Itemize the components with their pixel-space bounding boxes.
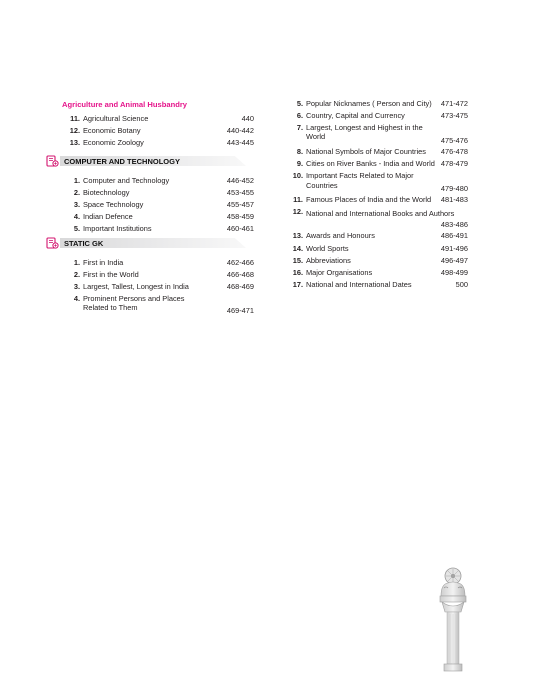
entry-title: Economic Zoology [83, 138, 144, 148]
toc-entry[interactable] [285, 171, 468, 195]
entry-title: Economic Botany [83, 126, 141, 136]
toc-entry[interactable] [62, 126, 254, 138]
entry-pages: 460-461 [226, 224, 254, 234]
toc-entry[interactable] [62, 270, 254, 282]
entry-number: 5. [73, 224, 80, 234]
entry-number: 11. [70, 114, 80, 123]
entry-title: Famous Places of India and the World [306, 195, 432, 205]
toc-entry[interactable] [62, 294, 254, 317]
entry-pages: 496-497 [440, 255, 468, 265]
toc-entry[interactable] [62, 114, 254, 126]
entry-title: Biotechnology [83, 188, 130, 198]
entry-pages: 453-455 [226, 188, 254, 198]
entry-pages: 478-479 [440, 159, 468, 169]
entry-title: Indian Defence [83, 212, 133, 222]
entry-number: 11. [293, 195, 303, 205]
entry-number: 6. [296, 111, 303, 121]
entry-title: Important Facts Related to Major Countries [306, 171, 414, 190]
section-title: STATIC GK [64, 239, 104, 248]
entry-number: 15. [292, 255, 303, 265]
entry-title: Important Institutions [83, 224, 152, 234]
entry-pages: 446-452 [226, 176, 254, 185]
agriculture-heading: Agriculture and Animal Husbandry [62, 100, 188, 109]
entry-title: Agricultural Science [83, 114, 149, 123]
toc-entry[interactable] [285, 207, 468, 231]
toc-entry[interactable] [62, 212, 254, 224]
toc-entry[interactable] [285, 195, 468, 207]
entry-number: 14. [292, 243, 303, 253]
toc-entry[interactable] [62, 282, 254, 294]
entry-pages: 483-486 [440, 220, 468, 230]
toc-entry[interactable] [285, 123, 468, 147]
entry-pages: 440 [241, 114, 254, 123]
entry-number: 13. [69, 138, 80, 148]
book-pen-icon [46, 154, 59, 167]
entry-pages: 471-472 [440, 99, 468, 108]
entry-pages: 486-491 [440, 231, 468, 241]
entry-title: Largest, Longest and Highest in the World [306, 123, 423, 142]
entry-pages: 455-457 [226, 200, 254, 210]
entry-pages: 469-471 [226, 306, 254, 316]
entry-pages: 473-475 [440, 111, 468, 121]
section-title: COMPUTER AND TECHNOLOGY [64, 157, 180, 166]
entry-title: Abbreviations [306, 255, 351, 265]
entry-title: Country, Capital and Currency [306, 111, 405, 121]
entry-title: Largest, Tallest, Longest in India [83, 282, 189, 292]
toc-entry[interactable] [62, 200, 254, 212]
entry-pages: 462-466 [226, 258, 254, 267]
entry-title: National Symbols of Major Countries [306, 147, 426, 157]
entry-number: 9. [296, 159, 303, 169]
entry-number: 8. [296, 147, 303, 157]
entry-number: 2. [73, 270, 80, 280]
entry-title: Cities on River Banks - India and World [306, 159, 435, 169]
entry-number: 3. [73, 200, 80, 210]
toc-entry[interactable] [62, 188, 254, 200]
section-header[interactable] [54, 237, 254, 250]
entry-title: First in the World [83, 270, 139, 280]
entry-pages: 475-476 [440, 135, 468, 145]
toc-right-column [285, 99, 468, 292]
entry-title: World Sports [306, 243, 349, 253]
entry-number: 12. [292, 207, 303, 217]
entry-number: 10. [292, 171, 303, 181]
entry-title: Computer and Technology [83, 176, 170, 185]
book-pen-icon [46, 236, 59, 249]
entry-title: Major Organisations [306, 267, 373, 277]
toc-entry[interactable] [285, 244, 468, 256]
entry-pages: 500 [455, 279, 468, 289]
entry-number: 1. [73, 258, 80, 267]
entry-number: 2. [73, 188, 80, 198]
entry-title: Prominent Persons and Places Related to Them [83, 294, 185, 313]
entry-title: National and International Books and Authors [306, 209, 455, 219]
entry-pages: 491-496 [440, 243, 468, 253]
entry-number: 3. [73, 282, 80, 292]
toc-entry[interactable] [285, 147, 468, 159]
entry-number: 5. [296, 99, 303, 108]
entry-number: 13. [292, 231, 303, 241]
toc-entry[interactable] [285, 159, 468, 171]
toc-entry[interactable] [62, 138, 254, 150]
entry-pages: 443-445 [226, 138, 254, 148]
entry-number: 1. [73, 176, 80, 185]
agriculture-list [62, 114, 254, 150]
entry-number: 17. [292, 279, 303, 289]
entry-pages: 481-483 [440, 195, 468, 205]
toc-entry[interactable] [285, 99, 468, 111]
toc-entry[interactable] [62, 176, 254, 188]
entry-title: Popular Nicknames ( Person and City) [306, 99, 432, 108]
entry-pages: 468-469 [226, 282, 254, 292]
toc-entry[interactable] [62, 224, 254, 236]
section-header[interactable] [54, 155, 254, 168]
entry-pages: 479-480 [440, 184, 468, 194]
toc-entry[interactable] [62, 258, 254, 270]
entry-number: 16. [292, 267, 303, 277]
entry-pages: 498-499 [440, 267, 468, 277]
entry-pages: 458-459 [226, 212, 254, 222]
entry-pages: 466-468 [226, 270, 254, 280]
entry-pages: 476-478 [440, 147, 468, 157]
entry-title: First in India [83, 258, 124, 267]
entry-title: Awards and Honours [306, 231, 375, 241]
entry-number: 12. [69, 126, 80, 136]
entry-number: 4. [73, 294, 80, 304]
toc-entry[interactable] [285, 231, 468, 243]
computer-technology-section [62, 155, 254, 236]
entry-number: 7. [296, 123, 303, 133]
entry-title: Space Technology [83, 200, 144, 210]
toc-entry[interactable] [285, 256, 468, 268]
static-gk-section [62, 237, 254, 317]
entry-number: 4. [73, 212, 80, 222]
toc-entry[interactable] [285, 111, 468, 123]
entry-title: National and International Dates [306, 279, 412, 289]
lion-capital-emblem-icon [434, 566, 472, 672]
toc-entry[interactable] [285, 268, 468, 280]
toc-entry[interactable] [285, 280, 468, 292]
entry-pages: 440-442 [226, 126, 254, 136]
